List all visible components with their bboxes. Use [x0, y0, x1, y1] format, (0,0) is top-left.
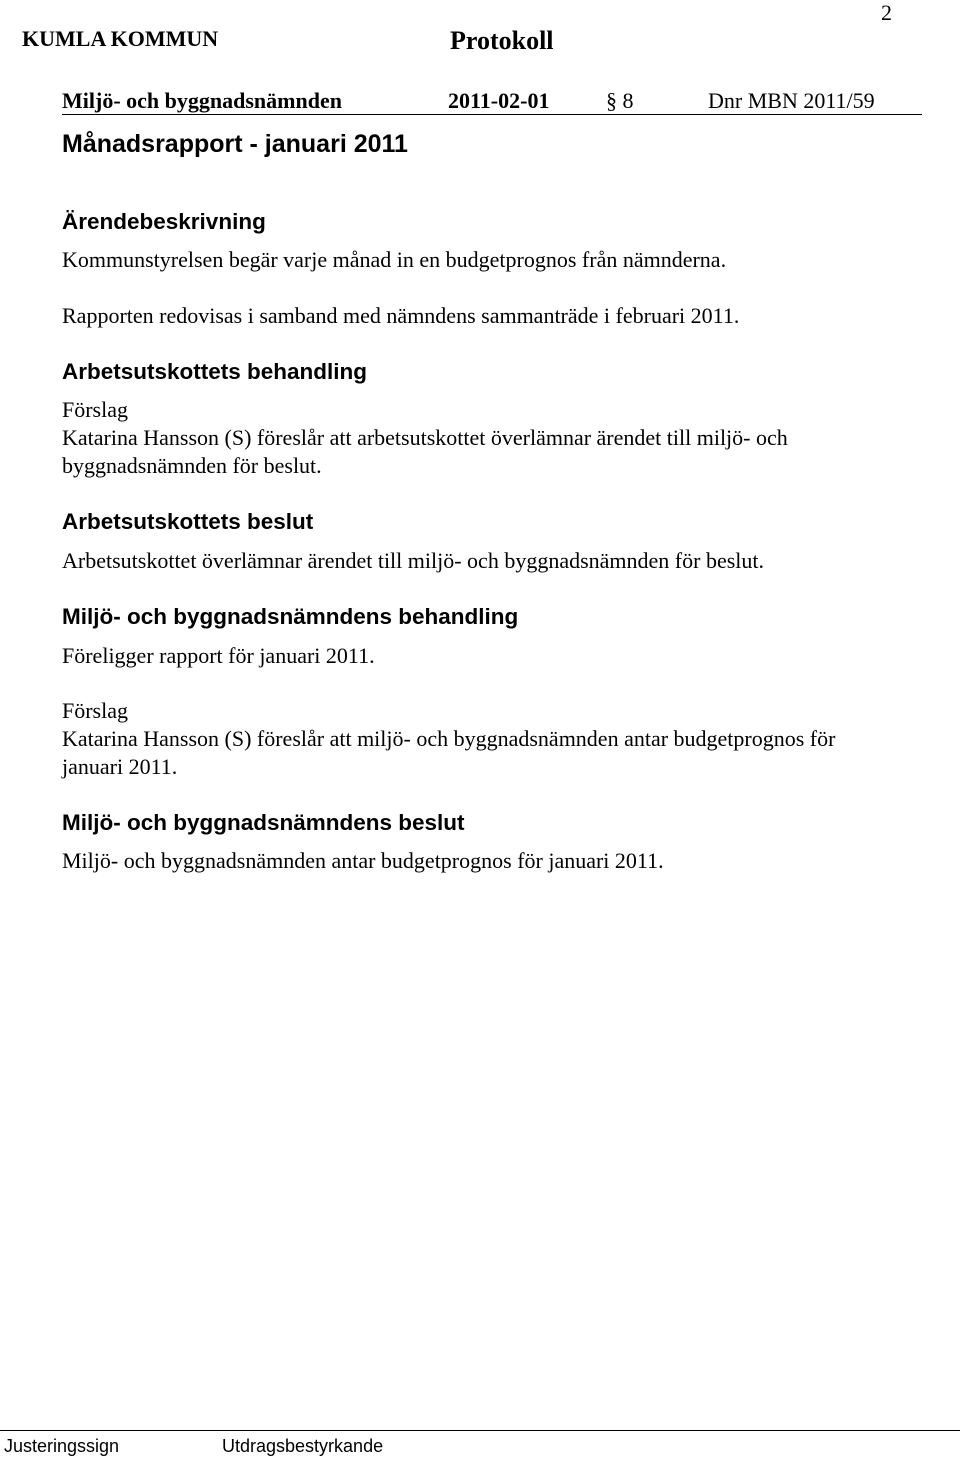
paragraph-line: Katarina Hansson (S) föreslår att arbetsutskottet överlämnar ärendet till miljö- och — [62, 425, 788, 450]
section-heading-au-behandling: Arbetsutskottets behandling — [62, 359, 368, 384]
paragraph-line: Föreligger rapport för januari 2011. — [62, 643, 375, 668]
forslag-label: Förslag — [62, 698, 128, 723]
meta-row — [62, 88, 922, 114]
footer-utdragsbestyrkande: Utdragsbestyrkande — [222, 1436, 384, 1456]
section-heading-mbn-beslut: Miljö- och byggnadsnämndens beslut — [62, 810, 465, 835]
forslag-label: Förslag — [62, 397, 128, 422]
organization-name: KUMLA KOMMUN — [22, 26, 219, 51]
footer-justeringssign: Justeringssign — [4, 1436, 120, 1456]
paragraph-line: Rapporten redovisas i samband med nämndens sammanträde i februari 2011. — [62, 303, 740, 328]
paragraph-line: Miljö- och byggnadsnämnden antar budgetprognos för januari 2011. — [62, 848, 664, 873]
paragraph-line: Kommunstyrelsen begär varje månad in en budgetprognos från nämnderna. — [62, 247, 727, 272]
paragraph-line: januari 2011. — [62, 754, 178, 779]
footer-divider — [0, 1430, 960, 1431]
document-title: Månadsrapport - januari 2011 — [62, 130, 408, 158]
section-heading-au-beslut: Arbetsutskottets beslut — [62, 509, 314, 534]
paragraph-line: Katarina Hansson (S) föreslår att miljö- och byggnadsnämnden antar budgetprognos för — [62, 726, 836, 751]
paragraph-line: byggnadsnämnden för beslut. — [62, 453, 322, 478]
paragraph-number: § 8 — [606, 88, 634, 113]
header-divider — [62, 114, 922, 115]
page-number: 2 — [881, 0, 892, 25]
document-type: Protokoll — [450, 26, 554, 55]
section-heading-arendebeskrivning: Ärendebeskrivning — [62, 209, 266, 234]
section-heading-mbn-behandling: Miljö- och byggnadsnämndens behandling — [62, 604, 519, 629]
paragraph-line: Arbetsutskottet överlämnar ärendet till miljö- och byggnadsnämnden för beslut. — [62, 548, 764, 573]
meeting-date: 2011-02-01 — [448, 88, 550, 113]
committee-name: Miljö- och byggnadsnämnden — [62, 88, 342, 113]
diary-number: Dnr MBN 2011/59 — [708, 88, 875, 113]
